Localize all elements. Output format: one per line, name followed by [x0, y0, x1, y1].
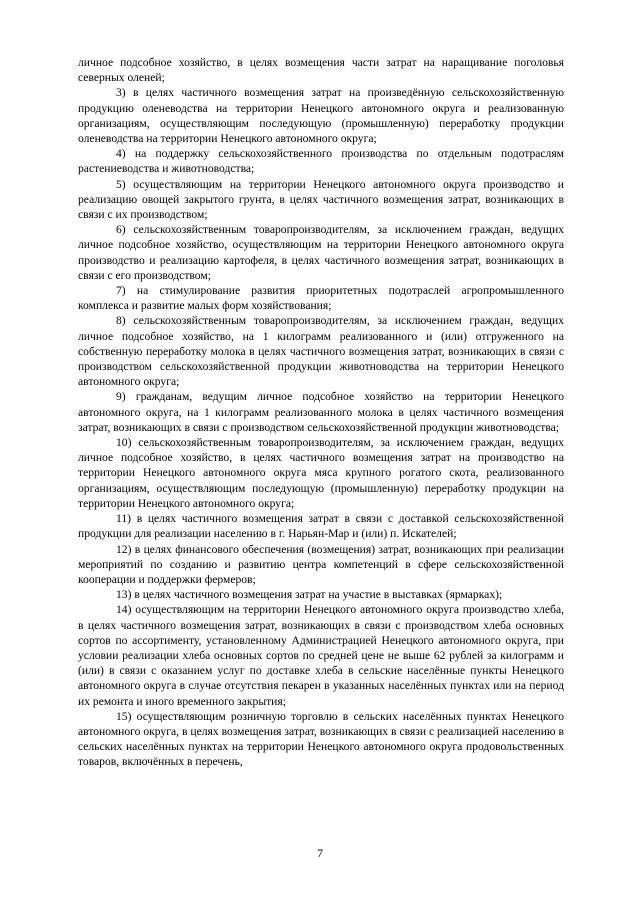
- paragraph-continuation: личное подсобное хозяйство, в целях возмещения части затрат на наращивание поголовья северных оленей;: [78, 56, 564, 85]
- paragraph-item-4: 4) на поддержку сельскохозяйственного производства по отдельным подотраслям растениеводства и животноводства;: [78, 147, 564, 176]
- document-body: [78, 55, 564, 770]
- paragraph-item-6: 6) сельскохозяйственным товаропроизводителям, за исключением граждан, ведущих личное подсобное хозяйство, осуществляющим на территории Ненецкого автономного округа производство и реализацию картофеля, в целях частичного возмещения затрат, возникающих в связи с его производством;: [78, 223, 564, 282]
- paragraph-item-3: 3) в целях частичного возмещения затрат на произведённую сельскохозяйственную продукцию оленеводства на территории Ненецкого автономного округа и реализованную организациям, осуществляющим последующую (промышленную) переработку продукции оленеводства на территории Ненецкого автономного округа;: [78, 86, 564, 146]
- paragraph-item-13: 13) в целях частичного возмещения затрат на участие в выставках (ярмарках);: [116, 588, 503, 602]
- page-number: 7: [317, 846, 323, 860]
- paragraph-item-11: 11) в целях частичного возмещения затрат в связи с доставкой сельскохозяйственной продукции для реализации населению в г. Нарьян-Мар и (или) п. Искателей;: [78, 512, 564, 541]
- paragraph-item-12: 12) в целях финансового обеспечения (возмещения) затрат, возникающих при реализации мероприятий по созданию и развитию центра компетенций в сфере сельскохозяйственной кооперации и поддержки фермеров;: [78, 542, 564, 586]
- paragraph-item-10: 10) сельскохозяйственным товаропроизводителям, за исключением граждан, ведущих личное подсобное хозяйство, в целях частичного возмещения затрат на производство на территории Ненецкого автономного округа мяса крупного рогатого скота, реализованного организациям, осуществляющим последующую (промышленную) переработку продукции на территории Ненецкого автономного округа;: [78, 436, 564, 510]
- paragraph-item-7: 7) на стимулирование развития приоритетных подотраслей агропромышленного комплекса и развитие малых форм хозяйствования;: [78, 284, 564, 313]
- paragraph-item-15: 15) осуществляющим розничную торговлю в сельских населённых пунктах Ненецкого автономного округа, в целях возмещения затрат, возникающих в связи с реализацией населению в сельских населённых пунктах на территории Ненецкого автономного округа продовольственных товаров, включённых в перечень,: [78, 709, 564, 769]
- paragraph-item-9: 9) гражданам, ведущим личное подсобное хозяйство на территории Ненецкого автономного округа, на 1 килограмм реализованного молока в целях частичного возмещения затрат, возникающих в связи с производством сельскохозяйственной продукции животноводства;: [78, 390, 564, 434]
- paragraph-item-5: 5) осуществляющим на территории Ненецкого автономного округа производство и реализацию овощей закрытого грунта, в целях частичного возмещения затрат, возникающих в связи с их производством;: [78, 177, 564, 222]
- paragraph-item-14: 14) осуществляющим на территории Ненецкого автономного округа производство хлеба, в целях частичного возмещения затрат, возникающих в связи с производством хлеба основных сортов по ассортименту, установленному Администрацией Ненецкого автономного округа, при условии реализации хлеба основных сортов по средней цене не выше 62 рублей за килограмм и (или) в связи с оказанием услуг по доставке хлеба в сельские населённые пункты Ненецкого автономного округа в случае отсутствия пекарен в указанных населённых пунктах или на период их ремонта и иного временного закрытия;: [78, 603, 564, 708]
- paragraph-item-8: 8) сельскохозяйственным товаропроизводителям, за исключением граждан, ведущих личное подсобное хозяйство, на 1 килограмм реализованного и (или) отгруженного на собственную переработку молока в целях частичного возмещения затрат, возникающих в связи с производством сельскохозяйственной продукции животноводства на территории Ненецкого автономного округа;: [78, 314, 564, 389]
